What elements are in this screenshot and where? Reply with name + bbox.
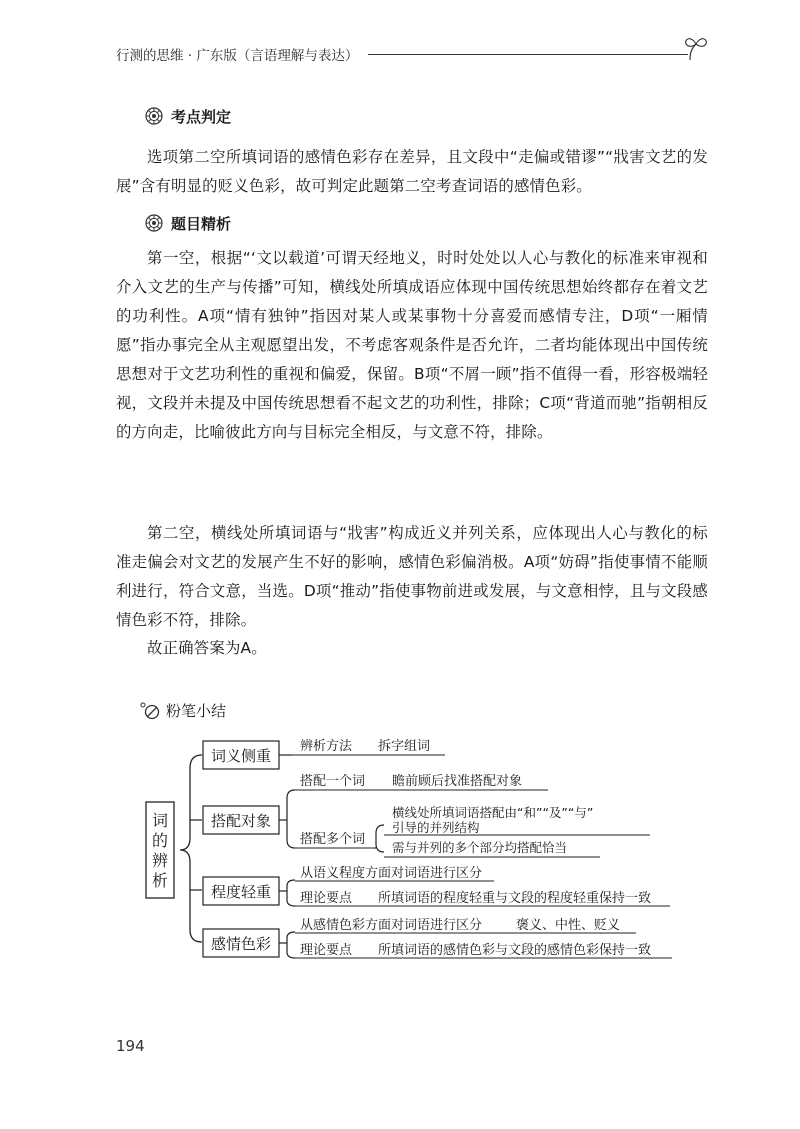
item-key: 辨析方法 bbox=[300, 739, 353, 754]
sub-item-line: 需与并列的多个部分均搭配恰当 bbox=[392, 840, 568, 855]
book-title: 行测的思维 · 广东版（言语理解与表达） bbox=[116, 48, 359, 64]
section-heading-text: 考点判定 bbox=[171, 108, 232, 126]
paragraph-blank1: 第一空，根据“‘文以载道’可谓天经地义，时时处处以人心与教化的标准来审视和介入文艺的生产与传播”可知，横线处所填成语应体现中国传统思想始终都存在着文艺的功利性。A项“情有独钟”指因对某人或某事物十分喜爱而感情专注，D项“一厢情愿”指办事完全从主观愿望出发，不考虑客观条件是否允许，二者均能体现出中国传统思想对于文艺功利性的重视和偏爱，保留。B项“不屑一顾”指不值得一看，形容极端轻视，文段并未提及中国传统思想看不起文艺的功利性，排除；C项“背道而驰”指朝相反的方向走，比喻彼此方向与目标完全相反，与文意不符，排除。 bbox=[116, 249, 708, 441]
section-heading-text: 题目精析 bbox=[171, 215, 232, 233]
paragraph-answer: 故正确答案为A。 bbox=[147, 639, 267, 657]
branch-label: 程度轻重 bbox=[210, 883, 272, 901]
sub-item-line: 横线处所填词语搭配由“和”“及”“与” bbox=[392, 805, 594, 820]
item-value: 从感情色彩方面对词语进行区分 bbox=[300, 918, 483, 933]
root-char: 辨 bbox=[151, 851, 169, 870]
item-value: 从语义程度方面对词语进行区分 bbox=[300, 866, 483, 881]
item-value: 所填词语的感情色彩与文段的感情色彩保持一致 bbox=[378, 943, 652, 958]
branch-label: 词义侧重 bbox=[210, 747, 272, 765]
main-brace bbox=[180, 755, 202, 942]
item-key: 理论要点 bbox=[300, 891, 353, 906]
root-char: 的 bbox=[151, 831, 169, 850]
branch-label: 搭配对象 bbox=[210, 812, 272, 830]
root-char: 析 bbox=[151, 871, 169, 890]
root-char: 词 bbox=[151, 811, 169, 830]
item-extra: 褒义、中性、贬义 bbox=[516, 918, 621, 933]
page-number: 194 bbox=[116, 1037, 145, 1055]
item-value: 拆字组词 bbox=[378, 739, 431, 754]
paragraph-blank2: 第二空，横线处所填词语与“戕害”构成近义并列关系，应体现出人心与教化的标准走偏会对文艺的发展产生不好的影响，感情色彩偏消极。A项“妨碍”指使事情不能顺利进行，符合文意，当选。D项“推动”指使事物前进或发展，与文意相悖，且与文段感情色彩不符，排除。 bbox=[116, 524, 708, 629]
item-key: 理论要点 bbox=[300, 943, 353, 958]
branch-label: 感情色彩 bbox=[210, 935, 272, 953]
item-key: 搭配多个词 bbox=[300, 832, 366, 847]
item-value: 瞻前顾后找准搭配对象 bbox=[392, 774, 523, 789]
sub-item-line: 引导的并列结构 bbox=[392, 820, 480, 835]
summary-title-text: 粉笔小结 bbox=[166, 702, 227, 720]
item-key: 搭配一个词 bbox=[300, 774, 366, 789]
paragraph-point: 选项第二空所填词语的感情色彩存在差异，且文段中“走偏或错谬”“戕害文艺的发展”含有明显的贬义色彩，故可判定此题第二空考查词语的感情色彩。 bbox=[116, 148, 708, 195]
item-value: 所填词语的程度轻重与文段的程度轻重保持一致 bbox=[378, 891, 652, 906]
